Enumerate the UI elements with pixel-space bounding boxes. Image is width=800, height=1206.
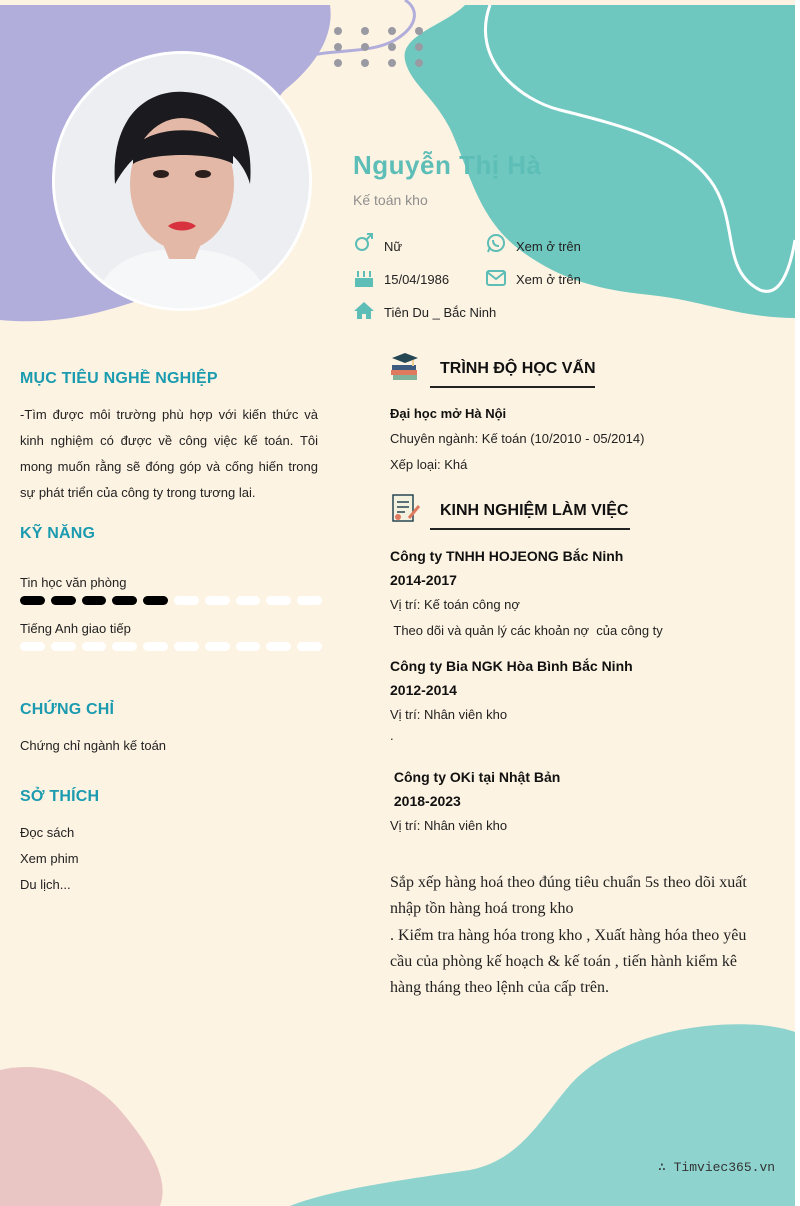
job-position: Vị trí: Nhân viên kho (390, 818, 508, 833)
skill-segment-empty (205, 642, 230, 651)
skill-name: Tiếng Anh giao tiếp (20, 621, 131, 636)
gender-icon (353, 232, 375, 254)
gender-value: Nữ (384, 239, 403, 254)
profile-photo (52, 51, 312, 311)
education-books-icon (389, 350, 421, 382)
job-years: 2018-2023 (390, 793, 461, 809)
phone-value: Xem ở trên (516, 239, 581, 254)
certificates-heading: CHỨNG CHỈ (20, 701, 115, 718)
address-value: Tiên Du _ Bắc Ninh (384, 305, 497, 320)
whatsapp-icon (485, 232, 507, 254)
hobbies-heading: SỞ THÍCH (20, 788, 100, 805)
certificate-item: Chứng chỉ ngành kế toán (20, 738, 167, 753)
site-watermark: ∴ Timviec365.vn (658, 1160, 776, 1175)
skill-segment-empty (297, 596, 322, 605)
skill-segment-empty (174, 642, 199, 651)
job-notes-paragraph: Sắp xếp hàng hoá theo đúng tiêu chuẩn 5s theo dõi xuất nhập tồn hàng hoá trong kho (390, 874, 747, 917)
skill-segment-empty (266, 596, 291, 605)
skill-segment-empty (174, 596, 199, 605)
job-company: Công ty OKi tại Nhật Bản (390, 769, 561, 785)
education-grade: Xếp loại: Khá (390, 457, 468, 472)
job-detail: Theo dõi và quản lý các khoản nợ của công ty (390, 623, 663, 638)
skill-level-bar (20, 642, 322, 654)
skill-segment-empty (236, 596, 261, 605)
hobby-item: Đọc sách (20, 825, 75, 840)
education-heading: TRÌNH ĐỘ HỌC VẤN (440, 360, 596, 377)
pink-blob (0, 1067, 163, 1206)
home-icon (353, 300, 375, 322)
job-position: Vị trí: Kế toán công nợ (390, 597, 520, 612)
experience-document-icon (389, 492, 421, 524)
full-name: Nguyễn Thị Hà (353, 150, 542, 180)
job-years: 2014-2017 (390, 572, 457, 588)
objective-heading: MỤC TIÊU NGHỀ NGHIỆP (20, 370, 218, 387)
mail-icon (485, 267, 507, 289)
hobby-item: Xem phim (20, 851, 79, 866)
skill-segment-empty (205, 596, 230, 605)
skill-segment-empty (82, 642, 107, 651)
teal-blob-bottom (290, 1024, 795, 1206)
skill-segment-filled (20, 596, 45, 605)
skill-segment-empty (266, 642, 291, 651)
skill-segment-empty (297, 642, 322, 651)
birthday-cake-icon (353, 267, 375, 289)
skills-heading: KỸ NĂNG (20, 525, 96, 542)
skill-segment-filled (143, 596, 168, 605)
skill-segment-empty (112, 642, 137, 651)
email-value: Xem ở trên (516, 272, 581, 287)
skill-segment-filled (112, 596, 137, 605)
job-company: Công ty Bia NGK Hòa Bình Bắc Ninh (390, 658, 633, 674)
skill-name: Tin học văn phòng (20, 575, 127, 590)
birthday-value: 15/04/1986 (384, 272, 450, 287)
education-underline (430, 386, 595, 388)
experience-underline (430, 528, 630, 530)
job-detail: . (390, 728, 394, 743)
job-position: Vị trí: Nhân viên kho (390, 707, 508, 722)
school-name: Đại học mở Hà Nội (390, 406, 507, 421)
job-title: Kế toán kho (353, 192, 428, 208)
skill-segment-filled (82, 596, 107, 605)
hobby-item: Du lịch... (20, 877, 71, 892)
avatar-photo-icon (55, 54, 309, 308)
skill-level-bar (20, 596, 322, 608)
education-major: Chuyên ngành: Kế toán (10/2010 - 05/2014) (390, 431, 645, 446)
skill-segment-empty (143, 642, 168, 651)
skill-segment-filled (51, 596, 76, 605)
skill-segment-empty (236, 642, 261, 651)
job-years: 2012-2014 (390, 682, 457, 698)
job-notes-paragraph: . Kiểm tra hàng hóa trong kho , Xuất hàng hóa theo yêu cầu của phòng kế hoạch & kế toán , tiến hành kiểm kê hàng tháng theo lệnh của cấp trên. (390, 927, 747, 996)
job-company: Công ty TNHH HOJEONG Bắc Ninh (390, 548, 624, 564)
objective-text: -Tìm được môi trường phù hợp với kiến thức và kinh nghiệm có được về công việc kế toán. Tôi mong muốn rằng sẽ đóng góp và cống hiến trong sự phát triển của công ty trong tương lai. (20, 407, 318, 500)
experience-heading: KINH NGHIỆM LÀM VIỆC (440, 502, 629, 519)
skill-segment-empty (20, 642, 45, 651)
skill-segment-empty (51, 642, 76, 651)
